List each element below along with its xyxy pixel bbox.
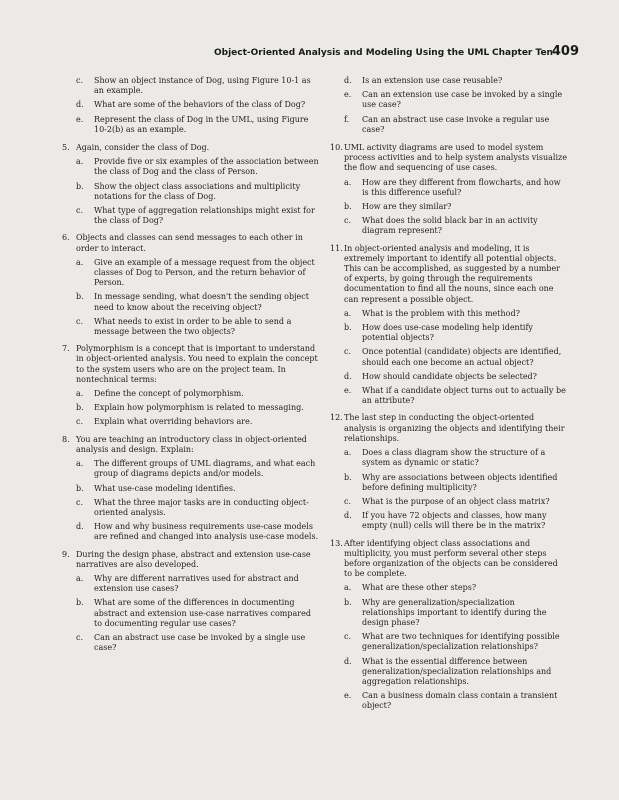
question-stem <box>62 550 320 570</box>
subquestion-letter: e. <box>344 90 352 100</box>
subquestion <box>330 90 568 110</box>
subquestion-letter: a. <box>344 448 352 458</box>
subquestion <box>62 115 320 135</box>
subquestion-letter: d. <box>344 511 352 521</box>
subquestion-text: What is the essential difference between generalization/specialization relationships and aggregation relationships. <box>362 656 552 686</box>
subquestion <box>62 459 320 479</box>
subquestion <box>330 347 568 367</box>
subquestion-letter: b. <box>76 483 84 493</box>
subquestion <box>330 511 568 531</box>
subquestion <box>330 323 568 343</box>
subquestion <box>330 473 568 493</box>
subquestion-letter: b. <box>76 181 84 191</box>
subquestion-text: In message sending, what doesn't the sending object need to know about the receiving object? <box>94 292 309 312</box>
subquestion-letter: b. <box>344 202 352 212</box>
subquestion <box>62 522 320 542</box>
subquestion-text: The different groups of UML diagrams, and what each group of diagrams depicts and/or models. <box>94 459 316 479</box>
subquestion <box>330 583 568 593</box>
subquestion <box>330 216 568 236</box>
subquestion-text: Can an extension use case be invoked by a single use case? <box>362 90 563 110</box>
question-text: UML activity diagrams are used to model system process activities and to help system analysts visualize the flow and sequencing of use cases. <box>344 143 567 173</box>
question <box>330 143 568 237</box>
question <box>62 435 320 543</box>
subquestion-letter: a. <box>344 177 352 187</box>
question-stem <box>62 435 320 455</box>
subquestion <box>62 403 320 413</box>
subquestion-text: What type of aggregation relationships might exist for the class of Dog? <box>94 206 315 226</box>
subquestion <box>330 448 568 468</box>
subquestion-text: What the three major tasks are in conducting object-oriented analysis. <box>94 497 309 517</box>
subquestion-text: Why are associations between objects identified before defining multiplicity? <box>362 472 558 492</box>
subquestion <box>62 574 320 594</box>
subquestion-letter: b. <box>76 403 84 413</box>
subquestion-text: Can an abstract use case be invoked by a single use case? <box>94 632 306 653</box>
subquestion-text: How does use-case modeling help identify potential objects? <box>362 323 533 343</box>
subquestion <box>62 258 320 289</box>
question-text: You are teaching an introductory class in object-oriented analysis and design. Explain: <box>76 434 307 454</box>
subquestion-text: Show an object instance of Dog, using Figure 10-1 as an example. <box>94 76 311 96</box>
question-text: The last step in conducting the object-oriented analysis is organizing the objects and identifying their relationships. <box>344 413 565 443</box>
subquestion-text: Why are generalization/specialization relationships important to identify during the design phase? <box>362 597 547 627</box>
subquestion <box>330 309 568 319</box>
subquestion-letter: a. <box>76 573 84 583</box>
subquestion <box>330 386 568 406</box>
subquestion-letter: a. <box>76 157 84 167</box>
left-column <box>62 76 320 660</box>
question-number: 7. <box>62 344 70 354</box>
subquestion <box>62 206 320 226</box>
subquestion-letter: c. <box>344 496 352 506</box>
subquestion <box>330 497 568 507</box>
subquestion <box>62 484 320 494</box>
subquestion-letter: a. <box>344 308 352 318</box>
subquestion-letter: d. <box>344 76 352 85</box>
question <box>330 244 568 407</box>
page-number: 409 <box>551 44 579 59</box>
subquestion-letter: f. <box>344 114 350 124</box>
subquestion-text: How are they similar? <box>362 202 452 212</box>
subquestion-text: What use-case modeling identifies. <box>94 483 236 493</box>
question-text: Objects and classes can send messages to each other in order to interact. <box>76 233 303 253</box>
subquestion-letter: b. <box>76 598 84 608</box>
subquestion <box>62 292 320 312</box>
subquestion-text: What are these other steps? <box>362 583 477 593</box>
question <box>62 344 320 427</box>
question-stem <box>330 143 568 174</box>
subquestion-text: Explain what overriding behaviors are. <box>94 417 253 427</box>
subquestion-letter: b. <box>344 323 352 333</box>
subquestion <box>62 100 320 110</box>
subquestion-text: How should candidate objects be selected? <box>362 371 537 381</box>
subquestion-letter: e. <box>344 691 352 701</box>
question-stem <box>62 233 320 253</box>
subquestion <box>330 178 568 198</box>
subquestion <box>330 657 568 688</box>
question <box>62 143 320 226</box>
subquestion-letter: c. <box>76 76 84 85</box>
subquestion-text: Give an example of a message request from the object classes of Dog to Person, and the return behavior of Person. <box>94 257 315 288</box>
subquestion-text: Is an extension use case reusable? <box>362 76 503 85</box>
question <box>330 539 568 712</box>
subquestion-letter: c. <box>344 216 352 226</box>
subquestion-text: What is the purpose of an object class matrix? <box>362 496 550 506</box>
question-stem <box>330 539 568 580</box>
running-header-title: Object-Oriented Analysis and Modeling Using the UML <box>214 48 490 58</box>
question-number: 11. <box>330 243 343 253</box>
subquestion <box>330 691 568 711</box>
continued-subquestions <box>62 76 320 135</box>
question <box>62 550 320 654</box>
subquestion-letter: d. <box>344 656 352 666</box>
subquestion-text: Can an abstract use case invoke a regular use case? <box>362 114 550 134</box>
subquestion <box>62 76 320 96</box>
question-stem <box>62 344 320 385</box>
subquestion-letter: c. <box>76 632 84 642</box>
subquestion-letter: d. <box>344 371 352 381</box>
subquestion-letter: e. <box>76 114 84 124</box>
subquestion <box>62 157 320 177</box>
subquestion-text: Can a business domain class contain a transient object? <box>362 691 558 711</box>
subquestion-text: How are they different from flowcharts, and how is this difference useful? <box>362 177 561 197</box>
question-number: 12. <box>330 413 343 423</box>
question-number: 10. <box>330 143 343 153</box>
question-text: During the design phase, abstract and extension use-case narratives are also developed. <box>76 549 311 569</box>
subquestion-text: Show the object class associations and multiplicity notations for the class of Dog. <box>94 181 301 201</box>
subquestion-text: What are some of the differences in documenting abstract and extension use-case narratives compared to documenting regular use cases? <box>94 598 311 628</box>
subquestion-text: If you have 72 objects and classes, how many empty (null) cells will there be in the matrix? <box>362 511 547 531</box>
subquestion-letter: c. <box>76 497 84 507</box>
question-stem <box>330 413 568 444</box>
subquestion-letter: c. <box>76 417 84 427</box>
subquestion-letter: d. <box>76 522 84 532</box>
subquestion-text: Represent the class of Dog in the UML, using Figure 10-2(b) as an example. <box>94 114 309 134</box>
subquestion-text: What are two techniques for identifying possible generalization/specialization relationships? <box>362 632 560 652</box>
question <box>62 233 320 337</box>
subquestion-text: Once potential (candidate) objects are identified, should each one become an actual object? <box>362 347 562 367</box>
question-stem <box>330 244 568 305</box>
question-stem <box>62 143 320 153</box>
subquestion-text: Explain how polymorphism is related to messaging. <box>94 403 304 413</box>
subquestion <box>330 115 568 135</box>
subquestion <box>330 598 568 629</box>
subquestion-text: What needs to exist in order to be able to send a message between the two objects? <box>94 316 292 337</box>
question <box>330 413 568 531</box>
subquestion-text: What are some of the behaviors of the class of Dog? <box>94 100 306 110</box>
question-number: 9. <box>62 549 70 559</box>
subquestion <box>330 632 568 652</box>
subquestion-letter: a. <box>76 257 84 267</box>
subquestion <box>62 598 320 629</box>
question-number: 8. <box>62 434 70 444</box>
subquestion-letter: b. <box>344 597 352 607</box>
question-text: Again, consider the class of Dog. <box>76 143 210 153</box>
subquestion-letter: b. <box>76 292 84 302</box>
subquestion <box>330 76 568 86</box>
subquestion-text: Does a class diagram show the structure of a system as dynamic or static? <box>362 448 546 468</box>
subquestion-letter: b. <box>344 472 352 482</box>
subquestion <box>62 417 320 427</box>
subquestion-letter: e. <box>344 386 352 396</box>
subquestion-text: How and why business requirements use-case models are refined and changed into analysis use-case models. <box>94 522 319 542</box>
subquestion-letter: c. <box>344 347 352 357</box>
right-column <box>330 76 568 719</box>
subquestion-text: Provide five or six examples of the association between the class of Dog and the class of Person. <box>94 157 319 177</box>
subquestion <box>62 633 320 653</box>
subquestion-text: Define the concept of polymorphism. <box>94 389 244 399</box>
question-number: 13. <box>330 538 343 548</box>
subquestion <box>62 389 320 399</box>
subquestion <box>62 317 320 337</box>
question-text: After identifying object class associations and multiplicity, you must perform several other steps before organization of the objects can be considered to be complete. <box>344 538 558 579</box>
subquestion-letter: a. <box>76 389 84 399</box>
subquestion-text: What does the solid black bar in an activity diagram represent? <box>362 216 538 236</box>
running-header-chapter: Chapter Ten <box>492 48 553 58</box>
continued-subquestions <box>330 76 568 135</box>
subquestion-letter: c. <box>344 632 352 642</box>
subquestion-text: What is the problem with this method? <box>362 308 520 318</box>
subquestion-text: Why are different narratives used for abstract and extension use cases? <box>94 573 299 594</box>
subquestion-letter: d. <box>76 100 84 110</box>
subquestion-text: What if a candidate object turns out to actually be an attribute? <box>362 386 566 406</box>
running-header <box>214 44 579 60</box>
subquestion <box>62 182 320 202</box>
subquestion-letter: c. <box>76 316 84 326</box>
subquestion <box>62 498 320 518</box>
question-number: 6. <box>62 233 70 243</box>
question-text: Polymorphism is a concept that is important to understand in object-oriented analysis. You need to explain the concept to the system users who are on the project team. In nontechnical terms: <box>76 344 318 384</box>
question-number: 5. <box>62 143 70 153</box>
subquestion <box>330 372 568 382</box>
subquestion <box>330 202 568 212</box>
subquestion-letter: a. <box>76 459 84 469</box>
question-text: In object-oriented analysis and modeling, it is extremely important to identify all potential objects. This can be accomplished, as suggested by a number of experts, by going through the requirements documentation to find all the nouns, since each one can represent a possible object. <box>344 243 561 304</box>
subquestion-letter: a. <box>344 583 352 593</box>
subquestion-letter: c. <box>76 206 84 216</box>
